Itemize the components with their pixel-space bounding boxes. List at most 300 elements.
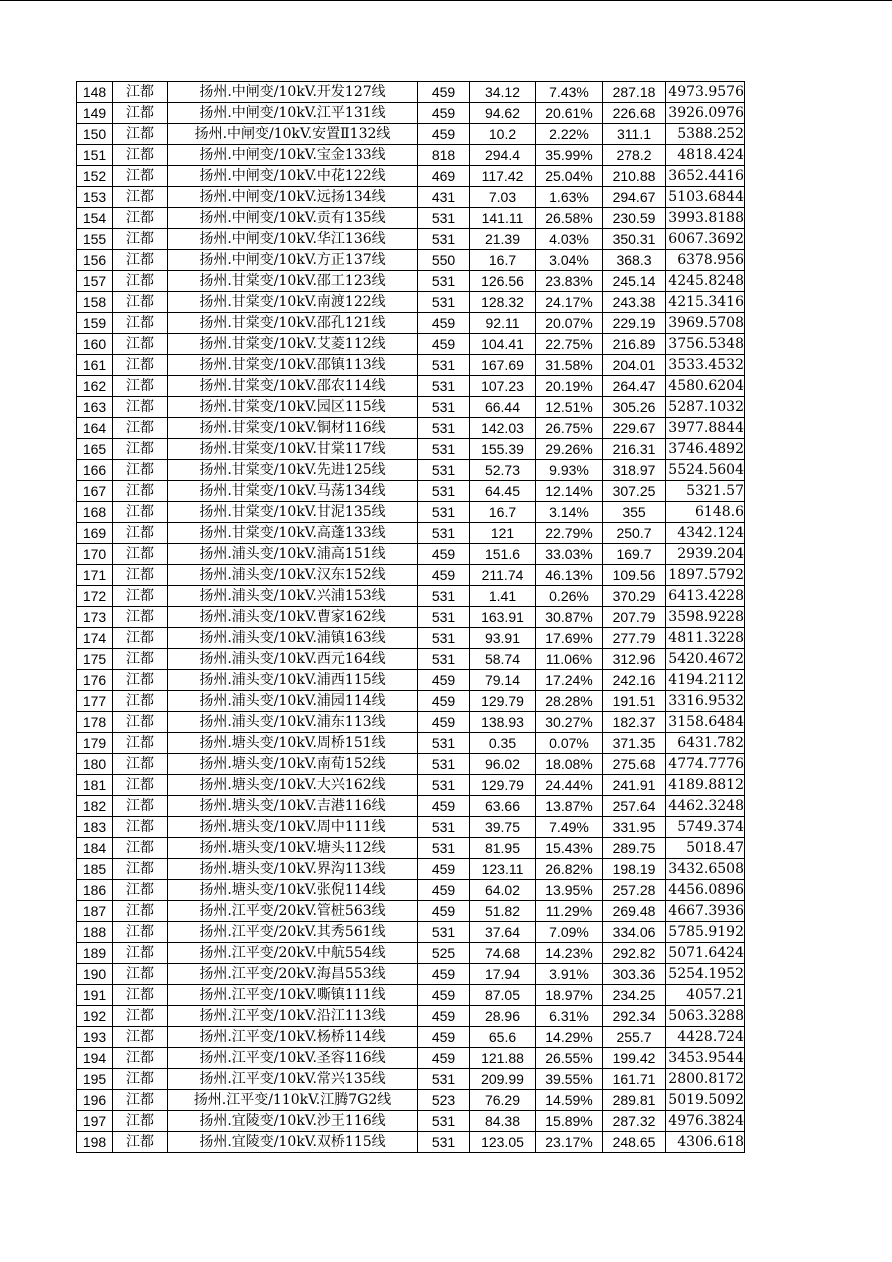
load-cell: 163.91 — [470, 607, 536, 628]
load-rate-cell: 3.14% — [536, 502, 603, 523]
load-rate-cell: 29.26% — [536, 439, 603, 460]
load-cell: 92.11 — [470, 313, 536, 334]
available-value-cell: 3432.6508 — [666, 859, 745, 880]
district-cell: 江都 — [113, 313, 168, 334]
row-index-cell: 191 — [77, 985, 113, 1006]
capacity-cell: 531 — [418, 523, 470, 544]
load-rate-cell: 15.89% — [536, 1111, 603, 1132]
table-row — [77, 271, 745, 292]
row-index-cell: 156 — [77, 250, 113, 271]
table-row — [77, 1111, 745, 1132]
remaining-capacity-cell: 241.91 — [603, 775, 666, 796]
district-cell: 江都 — [113, 397, 168, 418]
load-rate-cell: 6.31% — [536, 1006, 603, 1027]
remaining-capacity-cell: 199.42 — [603, 1048, 666, 1069]
feeder-name-cell: 扬州.江平变/20kV.其秀561线 — [168, 922, 418, 943]
district-cell: 江都 — [113, 1069, 168, 1090]
district-cell: 江都 — [113, 901, 168, 922]
load-rate-cell: 33.03% — [536, 544, 603, 565]
row-index-cell: 149 — [77, 103, 113, 124]
available-value-cell: 5071.6424 — [666, 943, 745, 964]
capacity-cell: 459 — [418, 985, 470, 1006]
load-rate-cell: 26.58% — [536, 208, 603, 229]
feeder-name-cell: 扬州.江平变/10kV.嘶镇111线 — [168, 985, 418, 1006]
table-row — [77, 544, 745, 565]
feeder-name-cell: 扬州.浦头变/10kV.浦高151线 — [168, 544, 418, 565]
capacity-cell: 459 — [418, 712, 470, 733]
load-rate-cell: 3.91% — [536, 964, 603, 985]
feeder-name-cell: 扬州.塘头变/10kV.吉港116线 — [168, 796, 418, 817]
remaining-capacity-cell: 109.56 — [603, 565, 666, 586]
row-index-cell: 151 — [77, 145, 113, 166]
table-row — [77, 838, 745, 859]
district-cell: 江都 — [113, 1006, 168, 1027]
table-row — [77, 1048, 745, 1069]
remaining-capacity-cell: 294.67 — [603, 187, 666, 208]
remaining-capacity-cell: 226.68 — [603, 103, 666, 124]
available-value-cell: 4456.0896 — [666, 880, 745, 901]
row-index-cell: 175 — [77, 649, 113, 670]
district-cell: 江都 — [113, 418, 168, 439]
feeder-name-cell: 扬州.甘棠变/10kV.铜材116线 — [168, 418, 418, 439]
load-cell: 211.74 — [470, 565, 536, 586]
table-row — [77, 124, 745, 145]
available-value-cell: 5063.3288 — [666, 1006, 745, 1027]
row-index-cell: 157 — [77, 271, 113, 292]
load-rate-cell: 11.29% — [536, 901, 603, 922]
load-rate-cell: 14.23% — [536, 943, 603, 964]
remaining-capacity-cell: 216.31 — [603, 439, 666, 460]
feeder-name-cell: 扬州.浦头变/10kV.曹家162线 — [168, 607, 418, 628]
capacity-cell: 531 — [418, 418, 470, 439]
load-cell: 37.64 — [470, 922, 536, 943]
feeder-name-cell: 扬州.甘棠变/10kV.甘泥135线 — [168, 502, 418, 523]
table-row — [77, 145, 745, 166]
row-index-cell: 196 — [77, 1090, 113, 1111]
remaining-capacity-cell: 287.18 — [603, 82, 666, 103]
remaining-capacity-cell: 269.48 — [603, 901, 666, 922]
district-cell: 江都 — [113, 523, 168, 544]
capacity-cell: 531 — [418, 502, 470, 523]
load-rate-cell: 18.08% — [536, 754, 603, 775]
district-cell: 江都 — [113, 964, 168, 985]
remaining-capacity-cell: 277.79 — [603, 628, 666, 649]
load-cell: 58.74 — [470, 649, 536, 670]
row-index-cell: 150 — [77, 124, 113, 145]
remaining-capacity-cell: 368.3 — [603, 250, 666, 271]
table-row — [77, 859, 745, 880]
load-rate-cell: 30.87% — [536, 607, 603, 628]
capacity-cell: 459 — [418, 1027, 470, 1048]
table-row — [77, 1069, 745, 1090]
load-cell: 16.7 — [470, 502, 536, 523]
row-index-cell: 167 — [77, 481, 113, 502]
remaining-capacity-cell: 289.75 — [603, 838, 666, 859]
load-cell: 63.66 — [470, 796, 536, 817]
capacity-cell: 459 — [418, 334, 470, 355]
table-row — [77, 334, 745, 355]
row-index-cell: 162 — [77, 376, 113, 397]
available-value-cell: 4976.3824 — [666, 1111, 745, 1132]
feeder-name-cell: 扬州.甘棠变/10kV.邵工123线 — [168, 271, 418, 292]
remaining-capacity-cell: 234.25 — [603, 985, 666, 1006]
feeder-name-cell: 扬州.塘头变/10kV.张倪114线 — [168, 880, 418, 901]
load-cell: 21.39 — [470, 229, 536, 250]
district-cell: 江都 — [113, 334, 168, 355]
row-index-cell: 195 — [77, 1069, 113, 1090]
feeder-name-cell: 扬州.江平变/10kV.沿江113线 — [168, 1006, 418, 1027]
load-cell: 0.35 — [470, 733, 536, 754]
available-value-cell: 4428.724 — [666, 1027, 745, 1048]
table-row — [77, 355, 745, 376]
row-index-cell: 172 — [77, 586, 113, 607]
load-cell: 142.03 — [470, 418, 536, 439]
available-value-cell: 4189.8812 — [666, 775, 745, 796]
feeder-name-cell: 扬州.塘头变/10kV.南荀152线 — [168, 754, 418, 775]
capacity-cell: 459 — [418, 859, 470, 880]
district-cell: 江都 — [113, 796, 168, 817]
load-cell: 155.39 — [470, 439, 536, 460]
district-cell: 江都 — [113, 670, 168, 691]
table-row — [77, 439, 745, 460]
load-rate-cell: 35.99% — [536, 145, 603, 166]
district-cell: 江都 — [113, 985, 168, 1006]
remaining-capacity-cell: 248.65 — [603, 1132, 666, 1153]
load-cell: 167.69 — [470, 355, 536, 376]
capacity-cell: 531 — [418, 481, 470, 502]
feeder-name-cell: 扬州.塘头变/10kV.界沟113线 — [168, 859, 418, 880]
feeder-name-cell: 扬州.甘棠变/10kV.先进125线 — [168, 460, 418, 481]
remaining-capacity-cell: 250.7 — [603, 523, 666, 544]
load-cell: 76.29 — [470, 1090, 536, 1111]
district-cell: 江都 — [113, 439, 168, 460]
row-index-cell: 183 — [77, 817, 113, 838]
available-value-cell: 3158.6484 — [666, 712, 745, 733]
remaining-capacity-cell: 255.7 — [603, 1027, 666, 1048]
district-cell: 江都 — [113, 103, 168, 124]
capacity-cell: 531 — [418, 229, 470, 250]
table-row — [77, 586, 745, 607]
district-cell: 江都 — [113, 187, 168, 208]
table-row — [77, 292, 745, 313]
page-top-border — [0, 0, 892, 1]
table-row — [77, 796, 745, 817]
available-value-cell: 3746.4892 — [666, 439, 745, 460]
load-rate-cell: 17.24% — [536, 670, 603, 691]
remaining-capacity-cell: 182.37 — [603, 712, 666, 733]
feeder-name-cell: 扬州.江平变/20kV.中航554线 — [168, 943, 418, 964]
feeder-name-cell: 扬州.浦头变/10kV.汉东152线 — [168, 565, 418, 586]
available-value-cell: 4306.618 — [666, 1132, 745, 1153]
remaining-capacity-cell: 355 — [603, 502, 666, 523]
capacity-cell: 531 — [418, 817, 470, 838]
table-row — [77, 628, 745, 649]
district-cell: 江都 — [113, 376, 168, 397]
capacity-cell: 531 — [418, 208, 470, 229]
load-rate-cell: 14.59% — [536, 1090, 603, 1111]
load-cell: 123.11 — [470, 859, 536, 880]
capacity-cell: 459 — [418, 964, 470, 985]
table-row — [77, 880, 745, 901]
table-row — [77, 397, 745, 418]
remaining-capacity-cell: 229.67 — [603, 418, 666, 439]
remaining-capacity-cell: 289.81 — [603, 1090, 666, 1111]
available-value-cell: 4342.124 — [666, 523, 745, 544]
feeder-name-cell: 扬州.中闸变/10kV.开发127线 — [168, 82, 418, 103]
feeder-name-cell: 扬州.甘棠变/10kV.南渡122线 — [168, 292, 418, 313]
load-cell: 107.23 — [470, 376, 536, 397]
remaining-capacity-cell: 204.01 — [603, 355, 666, 376]
row-index-cell: 166 — [77, 460, 113, 481]
capacity-cell: 459 — [418, 901, 470, 922]
feeder-name-cell: 扬州.浦头变/10kV.浦西115线 — [168, 670, 418, 691]
available-value-cell: 4818.424 — [666, 145, 745, 166]
available-value-cell: 6378.956 — [666, 250, 745, 271]
row-index-cell: 180 — [77, 754, 113, 775]
remaining-capacity-cell: 307.25 — [603, 481, 666, 502]
available-value-cell: 3993.8188 — [666, 208, 745, 229]
load-rate-cell: 46.13% — [536, 565, 603, 586]
available-value-cell: 3453.9544 — [666, 1048, 745, 1069]
district-cell: 江都 — [113, 460, 168, 481]
table-row — [77, 313, 745, 334]
row-index-cell: 154 — [77, 208, 113, 229]
available-value-cell: 5321.57 — [666, 481, 745, 502]
capacity-cell: 431 — [418, 187, 470, 208]
load-cell: 121.88 — [470, 1048, 536, 1069]
district-cell: 江都 — [113, 355, 168, 376]
district-cell: 江都 — [113, 859, 168, 880]
load-rate-cell: 0.07% — [536, 733, 603, 754]
capacity-cell: 459 — [418, 82, 470, 103]
capacity-cell: 531 — [418, 1069, 470, 1090]
district-cell: 江都 — [113, 754, 168, 775]
remaining-capacity-cell: 305.26 — [603, 397, 666, 418]
load-rate-cell: 26.82% — [536, 859, 603, 880]
remaining-capacity-cell: 287.32 — [603, 1111, 666, 1132]
row-index-cell: 161 — [77, 355, 113, 376]
available-value-cell: 3598.9228 — [666, 607, 745, 628]
feeder-name-cell: 扬州.宜陵变/10kV.沙王116线 — [168, 1111, 418, 1132]
table-row — [77, 1090, 745, 1111]
feeder-name-cell: 扬州.甘棠变/10kV.园区115线 — [168, 397, 418, 418]
row-index-cell: 184 — [77, 838, 113, 859]
available-value-cell: 5287.1032 — [666, 397, 745, 418]
available-value-cell: 4245.8248 — [666, 271, 745, 292]
row-index-cell: 164 — [77, 418, 113, 439]
available-value-cell: 4194.2112 — [666, 670, 745, 691]
feeder-name-cell: 扬州.塘头变/10kV.周中111线 — [168, 817, 418, 838]
capacity-cell: 531 — [418, 586, 470, 607]
load-cell: 129.79 — [470, 775, 536, 796]
row-index-cell: 152 — [77, 166, 113, 187]
capacity-cell: 531 — [418, 439, 470, 460]
capacity-cell: 459 — [418, 103, 470, 124]
remaining-capacity-cell: 292.34 — [603, 1006, 666, 1027]
district-cell: 江都 — [113, 691, 168, 712]
remaining-capacity-cell: 191.51 — [603, 691, 666, 712]
capacity-cell: 459 — [418, 124, 470, 145]
row-index-cell: 188 — [77, 922, 113, 943]
row-index-cell: 178 — [77, 712, 113, 733]
load-cell: 123.05 — [470, 1132, 536, 1153]
load-rate-cell: 2.22% — [536, 124, 603, 145]
district-cell: 江都 — [113, 229, 168, 250]
table-row — [77, 985, 745, 1006]
feeder-name-cell: 扬州.中闸变/10kV.中花122线 — [168, 166, 418, 187]
available-value-cell: 6431.782 — [666, 733, 745, 754]
available-value-cell: 6413.4228 — [666, 586, 745, 607]
load-cell: 87.05 — [470, 985, 536, 1006]
capacity-cell: 459 — [418, 796, 470, 817]
load-cell: 129.79 — [470, 691, 536, 712]
feeder-name-cell: 扬州.中闸变/10kV.江平131线 — [168, 103, 418, 124]
feeder-name-cell: 扬州.浦头变/10kV.西元164线 — [168, 649, 418, 670]
load-rate-cell: 22.79% — [536, 523, 603, 544]
load-cell: 51.82 — [470, 901, 536, 922]
remaining-capacity-cell: 371.35 — [603, 733, 666, 754]
row-index-cell: 148 — [77, 82, 113, 103]
available-value-cell: 5018.47 — [666, 838, 745, 859]
load-rate-cell: 4.03% — [536, 229, 603, 250]
capacity-cell: 531 — [418, 922, 470, 943]
remaining-capacity-cell: 303.36 — [603, 964, 666, 985]
capacity-cell: 531 — [418, 460, 470, 481]
district-cell: 江都 — [113, 250, 168, 271]
row-index-cell: 158 — [77, 292, 113, 313]
district-cell: 江都 — [113, 922, 168, 943]
load-rate-cell: 11.06% — [536, 649, 603, 670]
load-cell: 65.6 — [470, 1027, 536, 1048]
feeder-name-cell: 扬州.宜陵变/10kV.双桥115线 — [168, 1132, 418, 1153]
load-cell: 117.42 — [470, 166, 536, 187]
load-cell: 138.93 — [470, 712, 536, 733]
available-value-cell: 4462.3248 — [666, 796, 745, 817]
available-value-cell: 2939.204 — [666, 544, 745, 565]
load-rate-cell: 23.83% — [536, 271, 603, 292]
district-cell: 江都 — [113, 607, 168, 628]
row-index-cell: 182 — [77, 796, 113, 817]
load-rate-cell: 24.44% — [536, 775, 603, 796]
table-row — [77, 565, 745, 586]
district-cell: 江都 — [113, 1027, 168, 1048]
available-value-cell: 5785.9192 — [666, 922, 745, 943]
feeder-name-cell: 扬州.中闸变/10kV.华江136线 — [168, 229, 418, 250]
available-value-cell: 6067.3692 — [666, 229, 745, 250]
load-cell: 64.02 — [470, 880, 536, 901]
available-value-cell: 5388.252 — [666, 124, 745, 145]
available-value-cell: 3316.9532 — [666, 691, 745, 712]
capacity-cell: 531 — [418, 607, 470, 628]
table-row — [77, 649, 745, 670]
remaining-capacity-cell: 216.89 — [603, 334, 666, 355]
feeder-name-cell: 扬州.甘棠变/10kV.甘棠117线 — [168, 439, 418, 460]
table-row — [77, 166, 745, 187]
remaining-capacity-cell: 257.28 — [603, 880, 666, 901]
remaining-capacity-cell: 243.38 — [603, 292, 666, 313]
available-value-cell: 3969.5708 — [666, 313, 745, 334]
load-cell: 28.96 — [470, 1006, 536, 1027]
feeder-name-cell: 扬州.浦头变/10kV.浦园114线 — [168, 691, 418, 712]
table-row — [77, 922, 745, 943]
table-row — [77, 103, 745, 124]
load-rate-cell: 25.04% — [536, 166, 603, 187]
table-row — [77, 1027, 745, 1048]
table-row — [77, 481, 745, 502]
capacity-cell: 531 — [418, 1132, 470, 1153]
table-body — [77, 82, 745, 1153]
remaining-capacity-cell: 245.14 — [603, 271, 666, 292]
table-row — [77, 208, 745, 229]
table-row — [77, 523, 745, 544]
load-cell: 121 — [470, 523, 536, 544]
row-index-cell: 153 — [77, 187, 113, 208]
row-index-cell: 159 — [77, 313, 113, 334]
district-cell: 江都 — [113, 124, 168, 145]
available-value-cell: 4811.3228 — [666, 628, 745, 649]
load-rate-cell: 17.69% — [536, 628, 603, 649]
feeder-name-cell: 扬州.甘棠变/10kV.马荡134线 — [168, 481, 418, 502]
capacity-cell: 531 — [418, 649, 470, 670]
row-index-cell: 185 — [77, 859, 113, 880]
district-cell: 江都 — [113, 1048, 168, 1069]
available-value-cell: 5103.6844 — [666, 187, 745, 208]
district-cell: 江都 — [113, 481, 168, 502]
remaining-capacity-cell: 242.16 — [603, 670, 666, 691]
district-cell: 江都 — [113, 733, 168, 754]
remaining-capacity-cell: 229.19 — [603, 313, 666, 334]
load-cell: 94.62 — [470, 103, 536, 124]
remaining-capacity-cell: 169.7 — [603, 544, 666, 565]
table-row — [77, 943, 745, 964]
table-row — [77, 460, 745, 481]
row-index-cell: 177 — [77, 691, 113, 712]
table-row — [77, 817, 745, 838]
remaining-capacity-cell: 275.68 — [603, 754, 666, 775]
load-cell: 7.03 — [470, 187, 536, 208]
row-index-cell: 192 — [77, 1006, 113, 1027]
feeder-name-cell: 扬州.江平变/110kV.江腾7G2线 — [168, 1090, 418, 1111]
district-cell: 江都 — [113, 208, 168, 229]
remaining-capacity-cell: 370.29 — [603, 586, 666, 607]
capacity-cell: 531 — [418, 754, 470, 775]
feeder-name-cell: 扬州.塘头变/10kV.大兴162线 — [168, 775, 418, 796]
district-cell: 江都 — [113, 166, 168, 187]
table-row — [77, 229, 745, 250]
load-cell: 128.32 — [470, 292, 536, 313]
load-rate-cell: 39.55% — [536, 1069, 603, 1090]
available-value-cell: 5524.5604 — [666, 460, 745, 481]
remaining-capacity-cell: 334.06 — [603, 922, 666, 943]
row-index-cell: 155 — [77, 229, 113, 250]
load-cell: 16.7 — [470, 250, 536, 271]
feeder-name-cell: 扬州.浦头变/10kV.浦东113线 — [168, 712, 418, 733]
remaining-capacity-cell: 264.47 — [603, 376, 666, 397]
load-cell: 52.73 — [470, 460, 536, 481]
capacity-cell: 459 — [418, 670, 470, 691]
row-index-cell: 198 — [77, 1132, 113, 1153]
table-row — [77, 1132, 745, 1153]
available-value-cell: 4215.3416 — [666, 292, 745, 313]
row-index-cell: 173 — [77, 607, 113, 628]
row-index-cell: 190 — [77, 964, 113, 985]
available-value-cell: 3756.5348 — [666, 334, 745, 355]
load-rate-cell: 31.58% — [536, 355, 603, 376]
capacity-cell: 459 — [418, 1048, 470, 1069]
table-row — [77, 691, 745, 712]
load-rate-cell: 1.63% — [536, 187, 603, 208]
remaining-capacity-cell: 161.71 — [603, 1069, 666, 1090]
